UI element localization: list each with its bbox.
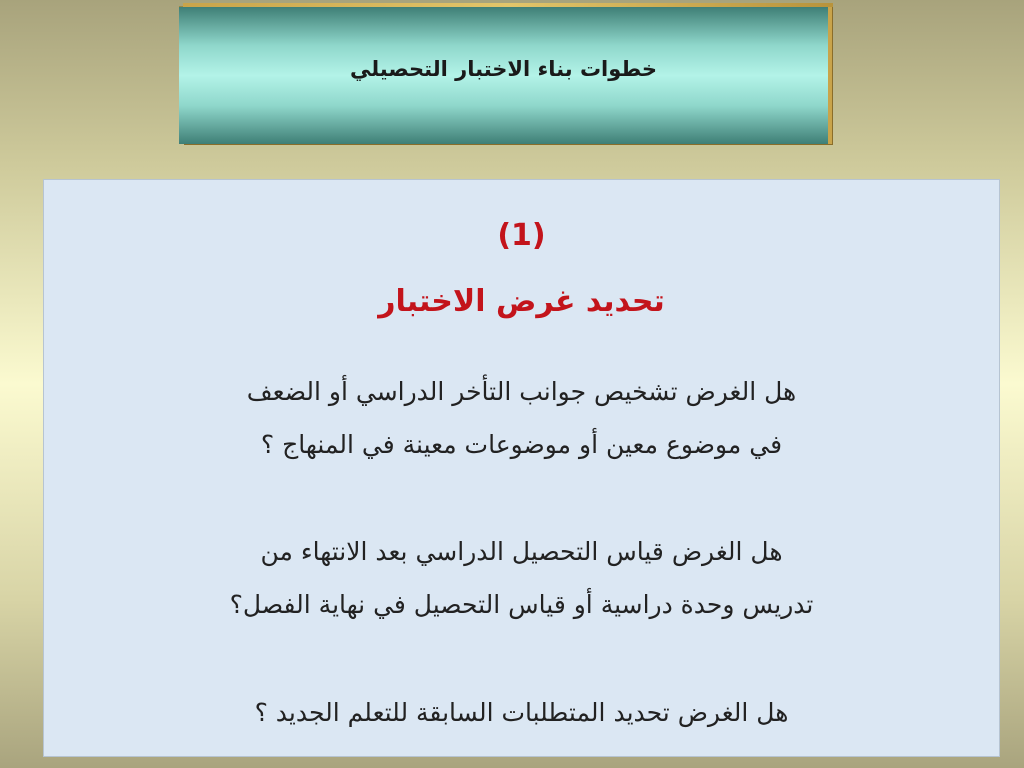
- step-heading: تحديد غرض الاختبار: [378, 284, 665, 319]
- step-number: (1): [497, 218, 546, 253]
- paragraph-1-line-1: هل الغرض تشخيص جوانب التأخر الدراسي أو الضعف: [246, 377, 797, 406]
- paragraph-3-line-1: هل الغرض تحديد المتطلبات السابقة للتعلم الجديد ؟: [254, 698, 789, 727]
- paragraph-1-line-2: في موضوع معين أو موضوعات معينة في المنهاج ؟: [260, 430, 783, 459]
- title-banner: [179, 6, 828, 144]
- slide-title: خطوات بناء الاختبار التحصيلي: [349, 56, 658, 81]
- paragraph-2-line-1: هل الغرض قياس التحصيل الدراسي بعد الانتهاء من: [260, 537, 783, 566]
- content-panel: [43, 179, 1000, 757]
- paragraph-2-line-2: تدريس وحدة دراسية أو قياس التحصيل في نهاية الفصل؟: [229, 590, 814, 619]
